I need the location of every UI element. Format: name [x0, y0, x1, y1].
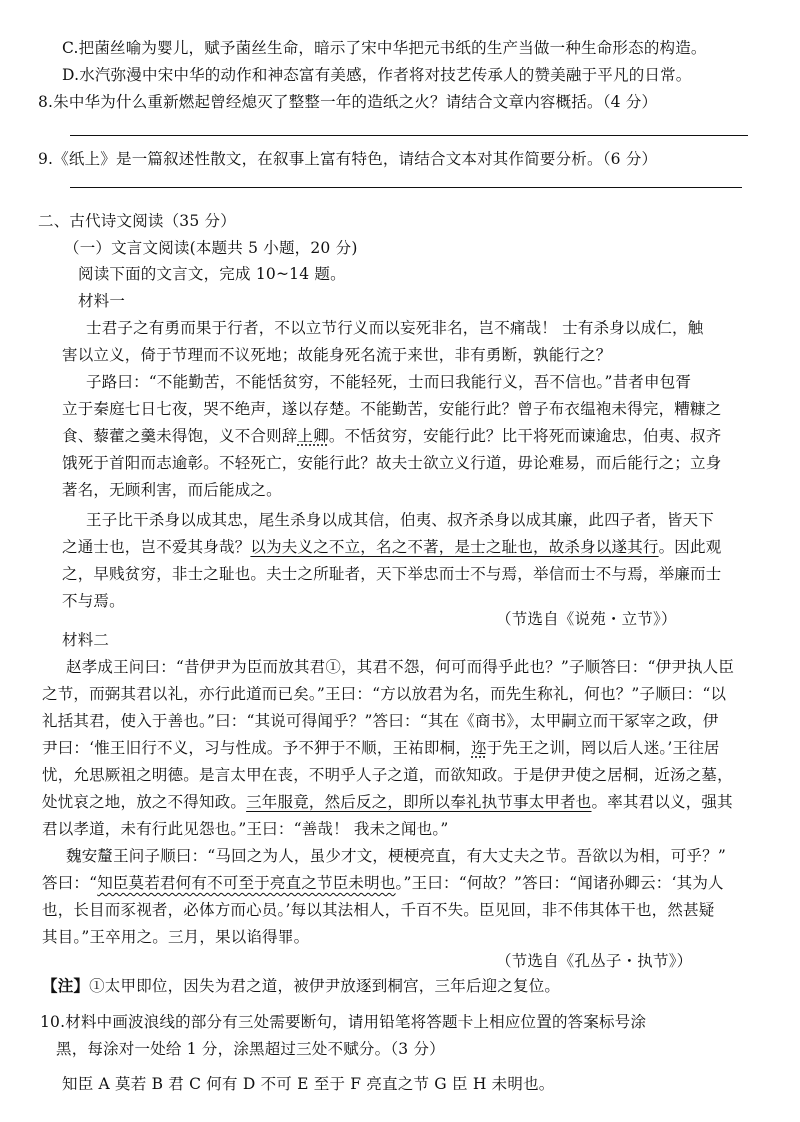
mat2-line: 也，长目而豕视者，必体方而心员。’每以其法相人，千百不失。臣见回，非不伟其体干也，然甚疑 — [42, 901, 715, 919]
note-mark: 【注】 — [42, 976, 90, 995]
mat1-line: 不与焉。 — [62, 592, 125, 610]
question-10-options: 知臣 A 莫若 B 君 C 何有 D 不可 E 至于 F 亮直之节 G 臣 H 未明也。 — [62, 1075, 555, 1093]
mat1-line: 饿死于首阳而志逾彰。不轻死亡，安能行此？故夫士欲立义行道，毋论难易，而后能行之；立身 — [62, 454, 722, 472]
text-run: 。”王曰：“何故？”答曰：“闻诸孙卿云：‘其为人 — [395, 874, 724, 892]
dotted-emphasis: 上卿 — [297, 427, 329, 445]
text-run: 处忧哀之地，放之不得知政。 — [42, 793, 247, 811]
text-run: 食、藜藿之羹未得饱，义不合则辞 — [62, 427, 298, 445]
mat2-line — [42, 792, 733, 812]
mat2-line: 礼括其君，使入于善也。”曰：“其说可得闻乎？”答曰：“其在《商书》，太甲嗣立而干冢宰之政，伊 — [42, 712, 719, 730]
mat2-line: 赵孝成王问曰：“昔伊尹为臣而放其君①，其君不怨，何可而得乎此也？”子顺答曰：“伊尹执人臣 — [66, 658, 735, 676]
mat2-line — [42, 873, 724, 893]
q7-option-c: C.把菌丝喻为婴儿，赋予菌丝生命，暗示了宋中华把元书纸的生产当做一种生命形态的构造。 — [62, 39, 707, 57]
material-2-label: 材料二 — [62, 631, 110, 649]
mat1-line — [62, 537, 721, 557]
mat1-line: 子路曰：“不能勤苦，不能恬贫穷，不能轻死，士而曰我能行义，吾不信也。”昔者申包胥 — [86, 373, 692, 391]
annotation-note — [42, 976, 560, 996]
mat1-line: 害以立义，倚于节理而不议死地；故能身死名流于来世，非有勇断，孰能行之？ — [62, 346, 612, 364]
mat2-line: 君以孝道，未有行此见怨也。”王曰：“善哉！ 我未之闻也。” — [42, 820, 449, 838]
note-text: ①太甲即位，因失为君之道，被伊尹放逐到桐宫，三年后迎之复位。 — [89, 977, 561, 995]
q7-option-d: D.水汽弥漫中宋中华的动作和神态富有美感，作者将对技艺传承人的赞美融于平凡的日常。 — [62, 66, 692, 84]
text-run: 之通士也，岂不爱其身哉？ — [62, 538, 251, 556]
mat2-source: （节选自《孔丛子・执节》） — [496, 952, 693, 970]
text-run: 。不恬贫穷，安能行此？比干将死而谏逾忠，伯夷、叔齐 — [328, 427, 722, 445]
mat1-source: （节选自《说苑・立节》） — [496, 610, 677, 628]
wavy-underlined-sentence: 知臣莫若君何有不可至于亮直之节臣未明也 — [97, 874, 396, 892]
underlined-sentence: 三年服竟，然后反之，即所以奉礼执节事太甲者也 — [246, 793, 592, 811]
mat1-line: 之，早贱贫穷，非士之耻也。夫士之所耻者，天下举忠而士不与焉，举信而士不与焉，举廉而士 — [62, 565, 722, 583]
text-run: 。因此观 — [658, 538, 722, 556]
mat2-line: 忧，允思厥祖之明德。是言太甲在丧，不明乎人子之道，而欲知政。于是伊尹使之居桐，近汤之墓， — [42, 766, 733, 784]
mat1-line — [62, 426, 721, 446]
text-run: 于先王之训，罔以后人迷。’王往居 — [486, 739, 720, 757]
mat2-line: 其目。”王卒用之。三月，果以谄得罪。 — [42, 928, 310, 946]
underlined-sentence: 以为夫义之不立，名之不著，是士之耻也，故杀身以遂其行 — [250, 538, 659, 556]
q9-answer-line — [70, 187, 742, 188]
dotted-emphasis: 迩 — [471, 739, 487, 757]
section-2-instruction: 阅读下面的文言文，完成 10~14 题。 — [78, 265, 346, 283]
q8-answer-line — [70, 135, 748, 136]
material-1-label: 材料一 — [78, 292, 126, 310]
mat2-line — [42, 738, 720, 758]
text-run: 。率其君以义，强其 — [591, 793, 733, 811]
question-9: 9.《纸上》是一篇叙述性散文，在叙事上富有特色，请结合文本对其作简要分析。（6 分） — [38, 150, 658, 168]
question-10-line-1: 10.材料中画波浪线的部分有三处需要断句，请用铅笔将答题卡上相应位置的答案标号涂 — [40, 1013, 647, 1031]
mat2-line: 之节，而弼其君以礼，亦行此道而已矣。”王曰：“方以放君为名，而先生称礼，何也？”子顺曰：“以 — [42, 685, 727, 703]
mat1-line: 士君子之有勇而果于行者，不以立节行义而以妄死非名，岂不痛哉！ 士有杀身以成仁，触 — [86, 319, 704, 337]
section-2-title: 二、古代诗文阅读（35 分） — [38, 212, 236, 230]
mat1-line: 著名，无顾利害，而后能成之。 — [62, 481, 282, 499]
mat1-line: 王子比干杀身以成其忠，尾生杀身以成其信，伯夷、叔齐杀身以成其廉，此四子者，皆天下 — [86, 511, 715, 529]
text-run: 答曰：“ — [42, 874, 98, 892]
question-8: 8.朱中华为什么重新燃起曾经熄灭了整整一年的造纸之火？请结合文章内容概括。（4 分） — [38, 93, 658, 111]
mat1-line: 立于秦庭七日七夜，哭不绝声，遂以存楚。不能勤苦，安能行此？曾子布衣缊袍未得完，糟糠之 — [62, 400, 722, 418]
section-2-subtitle: （一）文言文阅读(本题共 5 小题，20 分) — [64, 239, 358, 257]
mat2-line: 魏安釐王问子顺曰：“马回之为人，虽少才文，梗梗亮直，有大丈夫之节。吾欲以为相，可乎？” — [66, 847, 726, 865]
question-10-line-2: 黑，每涂对一处给 1 分，涂黑超过三处不赋分。（3 分） — [56, 1040, 445, 1058]
text-run: 尹曰：‘惟王旧行不义，习与性成。予不狎于不顺，王祐即桐， — [42, 739, 472, 757]
